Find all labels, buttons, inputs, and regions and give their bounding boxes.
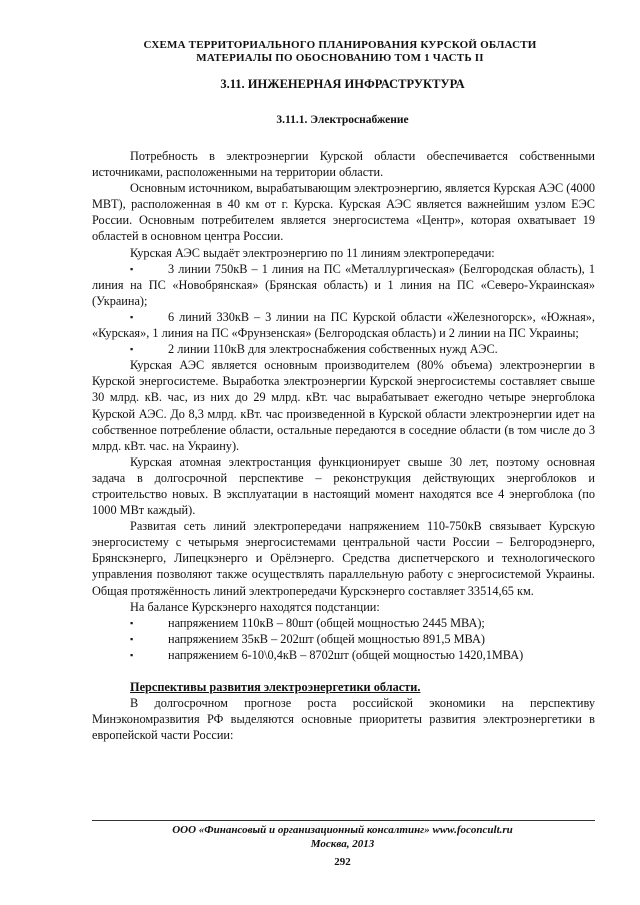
list-item — [92, 261, 595, 309]
paragraph: В долгосрочном прогнозе роста российской экономики на перспективу Минэкономразвития РФ выделяются основные приоритеты развития электроэнергетики в европейской части России: — [92, 696, 595, 743]
bullet-icon: ▪ — [130, 649, 134, 660]
bullet-icon: ▪ — [130, 311, 134, 322]
paragraph: На балансе Курскэнерго находятся подстанции: — [130, 599, 380, 614]
paragraph: Основным источником, вырабатывающим электроэнергию, является Курская АЭС (4000 МВТ), расположенная в 40 км от г. Курска. Курская АЭС является важнейшим узлом ЕЭС России. Основным потребителем является энергосистема «Центр», которая охватывает 19 областей в основном центра России. — [92, 181, 595, 244]
document-body — [92, 148, 595, 743]
list-item-text: 3 линии 750кВ – 1 линия на ПС «Металлургическая» (Белгородская область), 1 линия на ПС «Новобрянская» (Брянская область) и 1 линия на ПС «Северо-Украинская» (Украина); — [92, 261, 595, 308]
list-item-text: напряжением 6-10\0,4кВ – 8702шт (общей мощностью 1420,1МВА) — [168, 647, 524, 662]
page-number: 292 — [334, 856, 351, 868]
footer-company: ООО «Финансовый и организационный консалтинг» www.foconcult.ru — [172, 824, 513, 836]
list-item-text: 6 линий 330кВ – 3 линии на ПС Курской области «Железногорск», «Южная», «Курская», 1 линия на ПС «Фрунзенская» (Белгородская область) и 2 линии на ПС Украины; — [92, 309, 595, 341]
list-item — [92, 615, 595, 631]
paragraph: Потребность в электроэнергии Курской области обеспечивается собственными источниками, расположенными на территории области. — [92, 149, 595, 180]
paragraph: Курская АЭС выдаёт электроэнергию по 11 линиям электропередачи: — [130, 245, 495, 260]
perspectives-heading: Перспективы развития электроэнергетики области. — [130, 680, 421, 694]
list-item-text: напряжением 110кВ – 80шт (общей мощностью 2445 МВА); — [168, 615, 485, 630]
list-item — [92, 631, 595, 647]
bullet-icon: ▪ — [130, 263, 134, 274]
list-item — [92, 309, 595, 341]
list-item — [92, 341, 595, 357]
document-header-line-1: СХЕМА ТЕРРИТОРИАЛЬНОГО ПЛАНИРОВАНИЯ КУРСКОЙ ОБЛАСТИ — [143, 39, 537, 51]
list-item-text: напряжением 35кВ – 202шт (общей мощностью 891,5 МВА) — [168, 631, 485, 646]
bullet-icon: ▪ — [130, 344, 134, 355]
subsection-title: 3.11.1. Электроснабжение — [276, 114, 409, 126]
spacer — [92, 663, 595, 679]
footer-divider — [92, 820, 595, 821]
list-item — [92, 647, 595, 663]
bullet-icon: ▪ — [130, 633, 134, 644]
document-header-line-2: МАТЕРИАЛЫ ПО ОБОСНОВАНИЮ ТОМ 1 ЧАСТЬ II — [196, 52, 484, 64]
section-title: 3.11. ИНЖЕНЕРНАЯ ИНФРАСТРУКТУРА — [220, 77, 465, 91]
paragraph: Курская атомная электростанция функционирует свыше 30 лет, поэтому основная задача в долгосрочной перспективе – реконструкция действующих энергоблоков и строительство новых. В эксплуатации в настоящий момент находятся все 4 энергоблока (по 1000 МВт каждый). — [92, 454, 595, 518]
paragraph: Курская АЭС является основным производителем (80% объема) электроэнергии в Курской энергосистеме. Выработка электроэнергии Курской энергосистемы составляет свыше 30 млрд. кВ. час, из них до 29 млрд. кВт. час вырабатывает ежегодно четыре энергоблока Курской АЭС. До 8,3 млрд. кВт. час произведенной в Курской области электроэнергии идет на собственное потребление области, остальные передаются в соседние области (в том числе до 3 млрд. кВт. час. на Украину). — [92, 358, 595, 453]
bullet-icon: ▪ — [130, 617, 134, 628]
paragraph: Развитая сеть линий электропередачи напряжением 110-750кВ связывает Курскую энергосистему с четырьмя энергосистемами центральной части России – Белгородэнерго, Брянскэнерго, Липецкэнерго и Орёлэнерго. Средства диспетчерского и технологического управления позволяют также осуществлять параллельную работу с энергосистемой Украины. Общая протяжённость линий электропередачи Курскэнерго составляет 33514,65 км. — [92, 519, 595, 598]
list-item-text: 2 линии 110кВ для электроснабжения собственных нужд АЭС. — [168, 342, 498, 357]
footer-city-year: Москва, 2013 — [310, 838, 375, 850]
